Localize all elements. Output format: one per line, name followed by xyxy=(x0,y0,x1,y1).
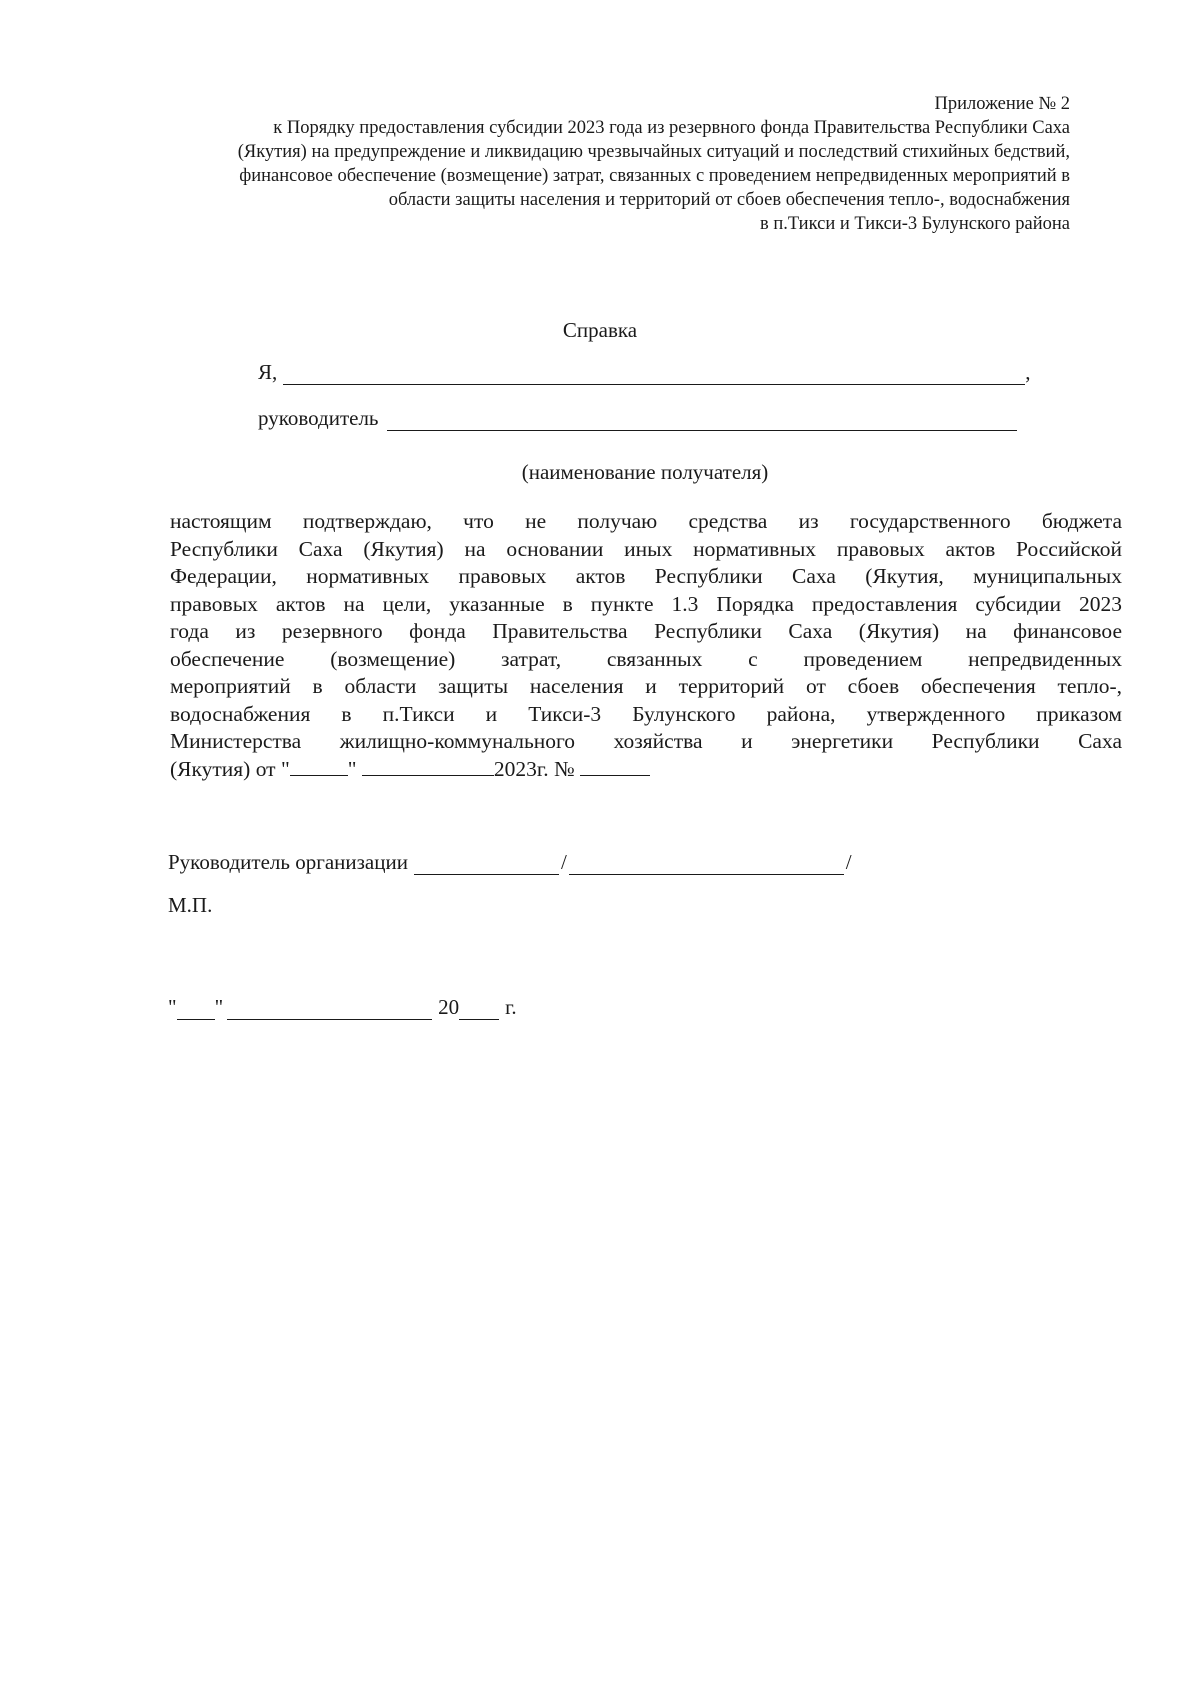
name-field-comma: , xyxy=(1025,360,1031,384)
recipient-blank-line[interactable] xyxy=(387,410,1017,431)
declaration-line: Федерации, нормативных правовых актов Республики Саха (Якутия, муниципальных xyxy=(170,564,1122,588)
date-month-blank[interactable] xyxy=(227,999,432,1020)
order-number-blank[interactable] xyxy=(580,757,650,776)
declaration-text xyxy=(170,508,1122,783)
recipient-field-label: руководитель xyxy=(258,406,379,430)
declaration-line: правовых актов на цели, указанные в пункте 1.3 Порядка предоставления субсидии 2023 xyxy=(170,591,1122,616)
signature-label: Руководитель организации xyxy=(168,850,408,874)
appendix-line: (Якутия) на предупреждение и ликвидацию чрезвычайных ситуаций и последствий стихийных бедствий, xyxy=(237,142,1070,162)
declaration-line: водоснабжения в п.Тикси и Тикси-3 Булунского района, утвержденного приказом xyxy=(170,701,1122,726)
document-title: Справка xyxy=(562,318,638,342)
stamp-place-label: М.П. xyxy=(168,893,213,917)
appendix-line: к Порядку предоставления субсидии 2023 года из резервного фонда Правительства Республики Саха xyxy=(273,118,1070,138)
declaration-line: настоящим подтверждаю, что не получаю средства из государственного бюджета xyxy=(170,509,1122,533)
recipient-caption: (наименование получателя) xyxy=(521,460,769,484)
order-quote: " xyxy=(347,756,357,781)
name-field-label: Я, xyxy=(258,360,278,384)
name-blank-line[interactable] xyxy=(283,364,1025,385)
declaration-last-line xyxy=(170,756,1122,784)
signature-row xyxy=(168,850,854,875)
appendix-line: области защиты населения и территорий от сбоев обеспечения тепло-, водоснабжения xyxy=(388,190,1070,210)
signature-name-blank-line[interactable] xyxy=(569,854,844,875)
signature-blank-line[interactable] xyxy=(414,854,559,875)
declaration-line: обеспечение (возмещение) затрат, связанных с проведением непредвиденных xyxy=(170,646,1122,671)
declaration-line: Министерства жилищно-коммунального хозяйства и энергетики Республики Саха xyxy=(170,729,1122,753)
appendix-line: в п.Тикси и Тикси-3 Булунского района xyxy=(759,214,1070,234)
recipient-field-row xyxy=(258,406,1017,431)
date-year-suffix: г. xyxy=(505,995,517,1019)
date-open-quote: " xyxy=(168,995,177,1019)
appendix-line: финансовое обеспечение (возмещение) затрат, связанных с проведением непредвиденных мероприятий в xyxy=(239,166,1070,186)
date-close-quote: " xyxy=(214,995,224,1019)
signature-slash: / xyxy=(845,850,852,874)
signature-slash: / xyxy=(560,850,567,874)
declaration-line: года из резервного фонда Правительства Республики Саха (Якутия) на финансовое xyxy=(170,619,1122,643)
declaration-line: мероприятий в области защиты населения и территорий от сбоев обеспечения тепло-, xyxy=(170,674,1122,698)
appendix-number: Приложение № 2 xyxy=(934,94,1070,114)
appendix-header xyxy=(90,92,1070,236)
date-row xyxy=(168,995,517,1020)
name-field-row xyxy=(258,360,1031,385)
order-year-number-label: 2023г. № xyxy=(493,756,575,781)
order-day-blank[interactable] xyxy=(290,757,348,776)
date-year-blank[interactable] xyxy=(459,999,499,1020)
order-month-blank[interactable] xyxy=(362,757,494,776)
date-day-blank[interactable] xyxy=(177,999,215,1020)
declaration-line: Республики Саха (Якутия) на основании иных нормативных правовых актов Российской xyxy=(170,536,1122,561)
date-year-prefix: 20 xyxy=(438,995,460,1019)
order-date-prefix: (Якутия) от " xyxy=(170,756,290,781)
